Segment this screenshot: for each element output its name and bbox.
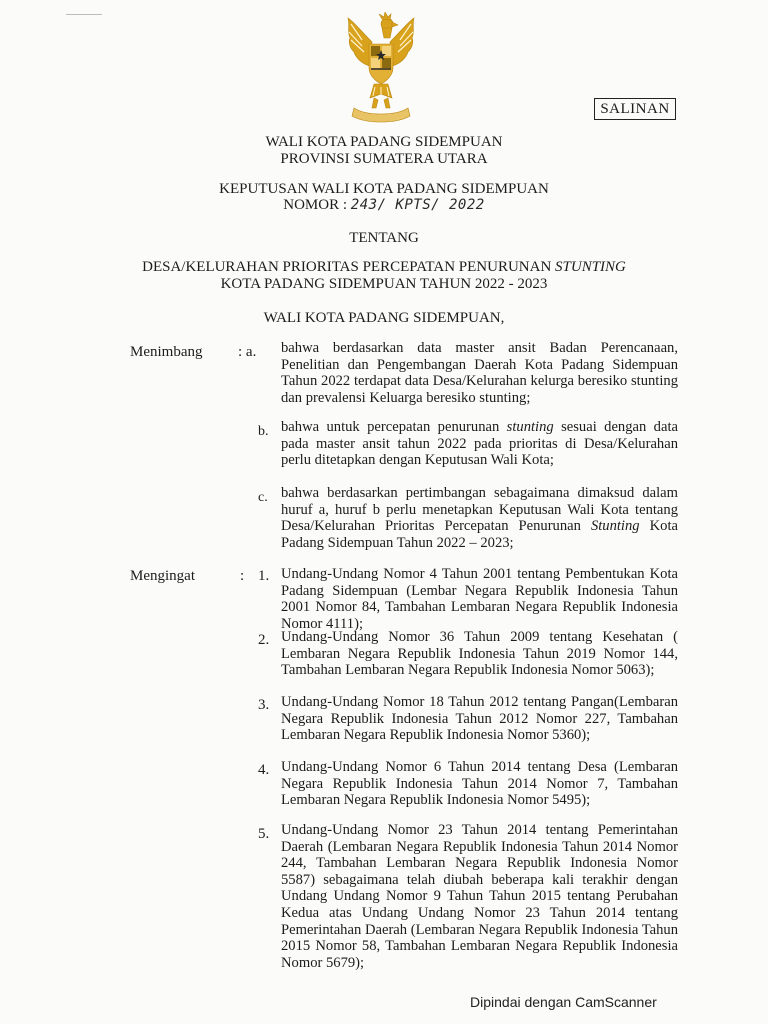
nomor-handwritten: 243/ KPTS/ 2022 (350, 197, 485, 213)
menimbang-item-b: bahwa untuk percepatan penurunan stunting sesuai dengan data pada master ansit tahun 2022 pada prioritas di Desa/Kelurahan perlu ditetapkan dengan Keputusan Wali Kota; (281, 419, 678, 469)
mengingat-item-5: Undang-Undang Nomor 23 Tahun 2014 tentang Pemerintahan Daerah (Lembaran Negara Republik Indonesia Tahun 2014 Nomor 244, Tambahan Lembaran Negara Republik Indonesia Nomor 5587) sebagaimana telah diubah beberapa kali terakhir dengan Undang Undang Nomor 9 Tahun Tahun 2015 tentang Perubahan Kedua atas Undang Undang Nomor 23 Tahun 2014 tentang Pemerintahan Daerah (Lembaran Negara Republik Indonesia Tahun 2015 Nomor 58, Tambahan Lembaran Negara Republik Indonesia Nomor 5679); (281, 822, 678, 971)
decree-number (0, 197, 768, 214)
mengingat-label: Mengingat (130, 568, 195, 584)
salinan-stamp: SALINAN (594, 98, 676, 120)
mengingat-item-4: Undang-Undang Nomor 6 Tahun 2014 tentang Desa (Lembaran Negara Republik Indonesia Tahun 2014 Nomor 7, Tambahan Lembaran Negara Republik Indonesia Nomor 5495); (281, 759, 678, 809)
menimbang-item-a: bahwa berdasarkan data master ansit Badan Perencanaan, Penelitian dan Pengembangan Daerah Kota Padang Sidempuan Tahun 2022 terdapat data Desa/Kelurahan kelurga beresiko stunting dan prevalensi Keluarga beresiko stunting; (281, 340, 678, 406)
tentang-heading: TENTANG (349, 230, 419, 246)
subject-line-1: DESA/KELURAHAN PRIORITAS PERCEPATAN PENURUNAN STUNTING (142, 259, 626, 275)
mengingat-marker-3: 3. (258, 697, 270, 713)
decree-title: KEPUTUSAN WALI KOTA PADANG SIDEMPUAN (219, 181, 549, 197)
mengingat-colon: : (240, 568, 245, 584)
subject-line-2: KOTA PADANG SIDEMPUAN TAHUN 2022 - 2023 (220, 276, 548, 292)
authority-title: WALI KOTA PADANG SIDEMPUAN (265, 134, 503, 150)
mengingat-marker-5: 5. (258, 826, 270, 842)
mengingat-item-3: Undang-Undang Nomor 18 Tahun 2012 tentang Pangan(Lembaran Negara Republik Indonesia Tahun 2012 Nomor 227, Tambahan Lembaran Negara Republik Indonesia Nomor 5360); (281, 694, 678, 744)
mengingat-marker-2: 2. (258, 632, 270, 648)
camscanner-footer: Dipindai dengan CamScanner (470, 994, 657, 1010)
mengingat-item-2: Undang-Undang Nomor 36 Tahun 2009 tentang Kesehatan ( Lembaran Negara Republik Indonesia Tahun 2019 Nomor 144, Tambahan Lembaran Negara Republik Indonesia Nomor 5063); (281, 629, 678, 679)
menimbang-marker-b: b. (258, 424, 269, 439)
nomor-label: NOMOR : (283, 197, 348, 213)
menimbang-item-c: bahwa berdasarkan pertimbangan sebagaimana dimaksud dalam huruf a, huruf b perlu menetapkan Keputusan Wali Kota tentang Desa/Kelurahan Prioritas Percepatan Penurunan Stunting Kota Padang Sidempuan Tahun 2022 – 2023; (281, 485, 678, 551)
garuda-emblem-icon (342, 12, 420, 124)
province-title: PROVINSI SUMATERA UTARA (280, 151, 488, 167)
scan-edge-mark (66, 14, 102, 15)
mengingat-marker-1: 1. (258, 568, 270, 584)
menimbang-marker-c: c. (258, 490, 268, 505)
mengingat-item-1: Undang-Undang Nomor 4 Tahun 2001 tentang Pembentukan Kota Padang Sidempuan (Lembar Negara Republik Indonesia Tahun 2001 Nomor 84, Tambahan Lembaran Negara Republik Indonesia Nomor 4111); (281, 566, 678, 632)
menimbang-label: Menimbang (130, 344, 203, 360)
menimbang-marker-a: : a. (238, 344, 257, 360)
addressee: WALI KOTA PADANG SIDEMPUAN, (263, 310, 505, 326)
mengingat-marker-4: 4. (258, 762, 270, 778)
